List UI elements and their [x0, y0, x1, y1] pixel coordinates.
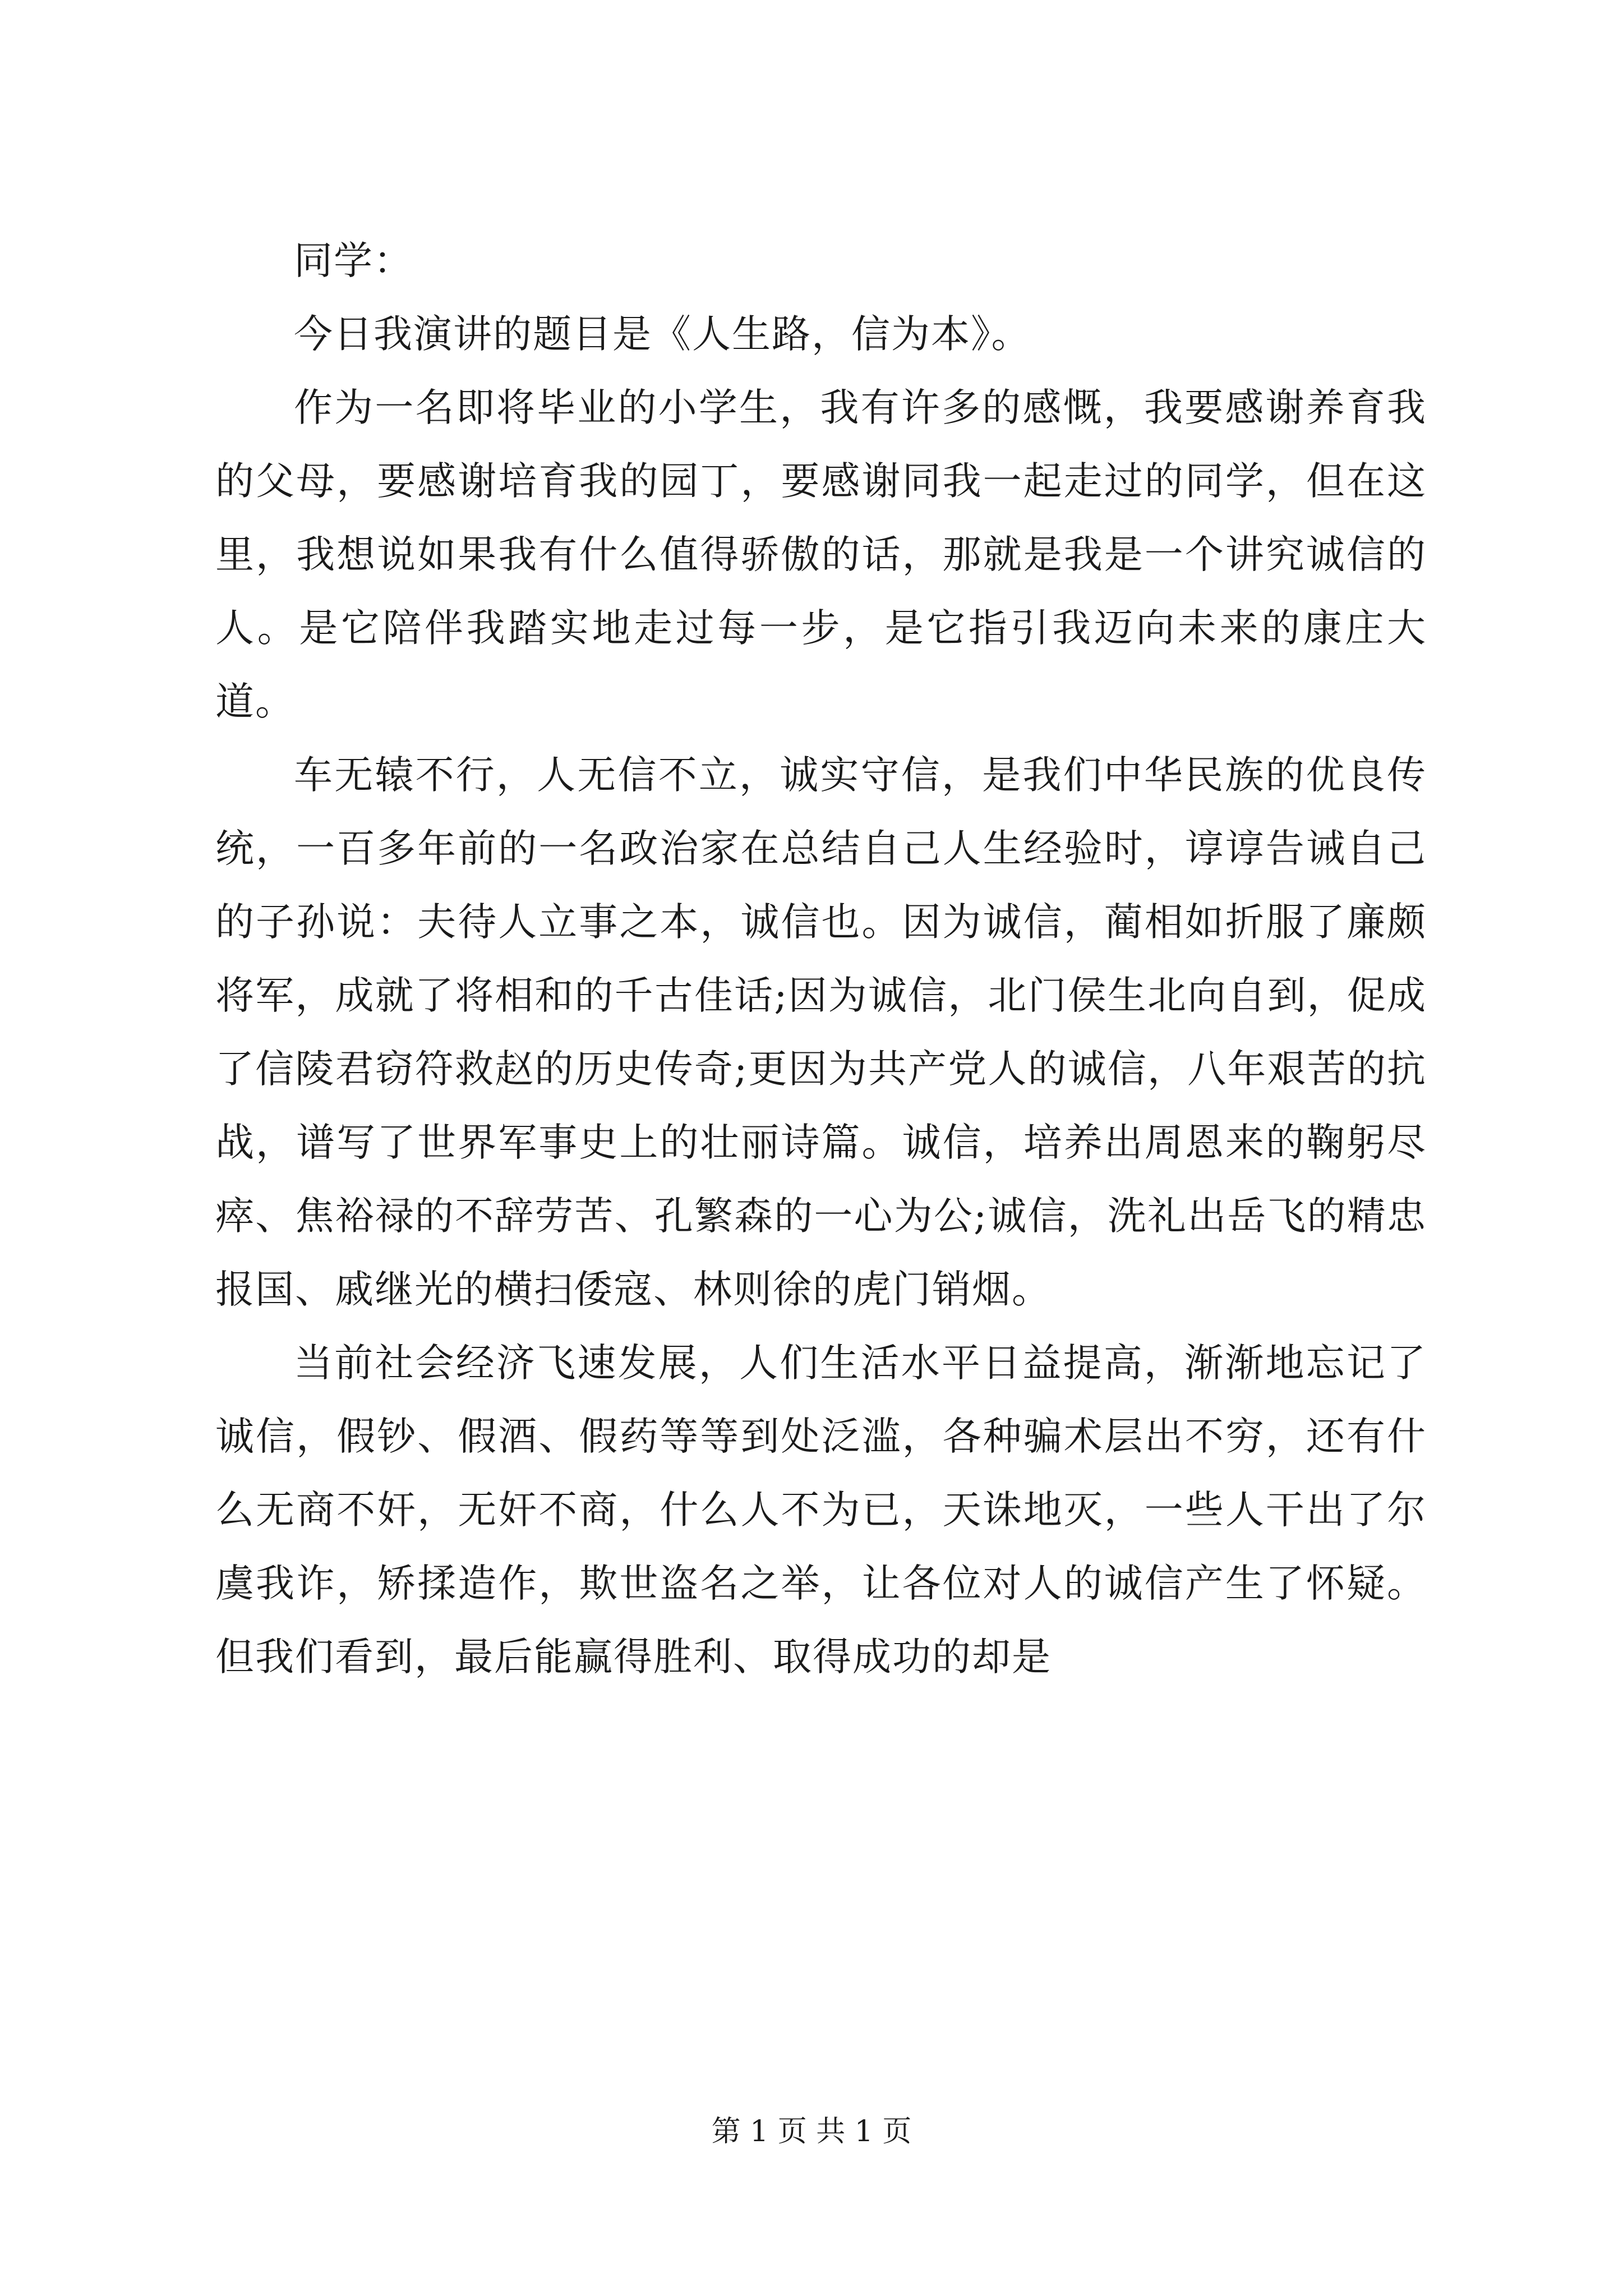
paragraph-topic: 今日我演讲的题目是《人生路，信为本》。 [294, 312, 1031, 357]
document-body [215, 224, 1427, 1694]
paragraph-integrity-tradition: 车无辕不行，人无信不立，诚实守信，是我们中华民族的优良传统，一百多年前的一名政治家在总结自己人生经验时，谆谆告诫自己的子孙说：夫待人立事之本，诚信也。因为诚信，蔺相如折服了廉颇将军，成就了将相和的千古佳话;因为诚信，北门侯生北向自到，促成了信陵君窃符救赵的历史传奇;更因为共产党人的诚信，八年艰苦的抗战，谱写了世界军事史上的壮丽诗篇。诚信，培养出周恩来的鞠躬尽瘁、焦裕禄的不辞劳苦、孔繁森的一心为公;诚信，洗礼出岳飞的精忠报国、戚继光的横扫倭寇、林则徐的虎门销烟。 [215, 753, 1427, 1312]
page-footer: 第 1 页 共 1 页 [711, 2115, 912, 2148]
paragraph-modern-society: 当前社会经济飞速发展，人们生活水平日益提高，渐渐地忘记了诚信，假钞、假酒、假药等等到处泛滥，各种骗术层出不穷，还有什么无商不奸，无奸不商，什么人不为已，天诛地灭，一些人干出了尔虞我诈，矫揉造作，欺世盗名之举，让各位对人的诚信产生了怀疑。但我们看到，最后能赢得胜利、取得成功的却是 [215, 1341, 1427, 1680]
paragraph-salutation: 同学： [294, 238, 413, 283]
paragraph-gratitude: 作为一名即将毕业的小学生，我有许多的感慨，我要感谢养育我的父母，要感谢培育我的园丁，要感谢同我一起走过的同学，但在这里，我想说如果我有什么值得骄傲的话，那就是我是一个讲究诚信的人。是它陪伴我踏实地走过每一步，是它指引我迈向未来的康庄大道。 [215, 385, 1427, 724]
